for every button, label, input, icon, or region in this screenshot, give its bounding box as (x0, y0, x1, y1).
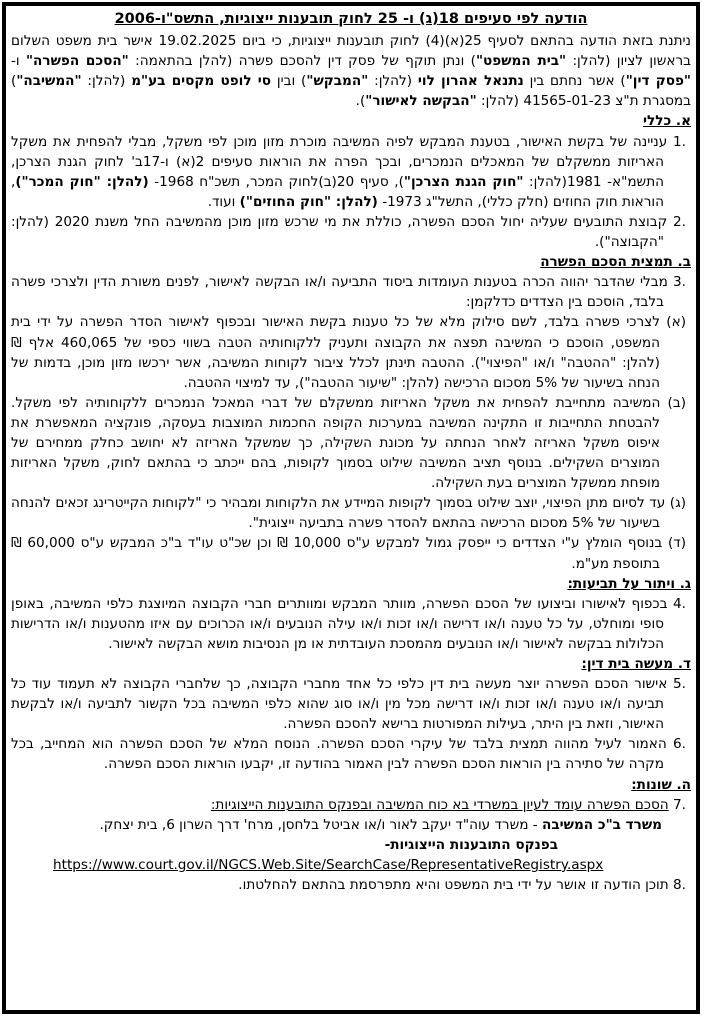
text-run: נתנאל אהרון לוי (417, 73, 524, 90)
text-run: תוכן הודעה זו אושר על ידי בית המשפט והיא מתפרסמת בהתאם להחלטתו. (238, 877, 669, 894)
item-1 (11, 132, 686, 212)
item-marker: (א) (666, 314, 686, 331)
text-run: ) אשר נחתם בין (523, 73, 626, 90)
item-marker: 4. (673, 595, 686, 612)
item-6 (11, 734, 686, 774)
text-run: ), סעיף 20(ב)לחוק המכר, תשכ"ח 1968- (148, 173, 404, 190)
subitem-c (11, 493, 686, 533)
text-run: ג. ויתור על תביעות: (567, 575, 691, 592)
registry-label-line (11, 835, 686, 855)
text-run: משרד ב"כ המשיבה (542, 816, 662, 833)
text-run: א. כללי (643, 113, 691, 130)
section-header-general (11, 111, 691, 131)
item-marker: 3. (673, 274, 687, 291)
text-run: סי לופט מקסים בע"מ (131, 73, 272, 90)
section-header-settlement-summary (11, 252, 691, 272)
item-8 (11, 875, 686, 895)
text-run: "המשיבה" (16, 73, 82, 90)
item-marker: (ד) (667, 535, 687, 552)
subitem-b (11, 393, 686, 493)
text-run: ) ונתן תוקף של פסק דין להסכם פשרה (להלן בהתאמה: (128, 53, 476, 70)
text-run: "הסכם הפשרה" (25, 53, 129, 70)
text-run: מבלי שהדבר יהווה הכרה בטענות העומדות ביסוד התביעה ו/או הבקשה לאישור, לפנים משורת הדין ולצרכי פשרה בלבד, הוסכם בין הצדדים כדלקמן: (11, 274, 668, 311)
text-run: "בית המשפט" (475, 53, 567, 70)
notice-title (11, 9, 691, 29)
text-run: "פסק דין" (625, 73, 691, 90)
text-run: עד לסיום מתן הפיצוי, יוצב שילוט בסמוך לקופות המיידע את הלקוחות ומבהיר כי "לקוחות הקייטרינג זכאים להנחה בשיעור של 5% מסכום הרכישה בהתאם להסדר פשרה בתביעה ייצוגית". (11, 495, 666, 532)
item-marker: 7. (673, 796, 686, 813)
text-run: ד. מעשה בית דין: (581, 656, 691, 672)
respondent-counsel-line (11, 815, 686, 835)
text-run: "המבקש" (306, 73, 369, 90)
text-run: המשיבה מתחייבת להפחית את משקל האריזות ממשקלם של דברי המאכל הנמכרים ללקוחותיה לפי משקל. להבטחת התחייבות זו התקינה המשיבה במערכות הקופה החכמות המוצבות בעסקה, פונקציה המאפשרת את איפוס משקל האריזה לאחר הנחתה על מכונת השקילה, כך שמשקל האריזה לא יחושב כחלק ממחירם של המוצרים השקילים. בנוסף תציב המשיבה שילוט בסמוך לקופות, בהם ייכתב כי בהתאם לחוק, משקל האריזות מופחת ממשקל המוצרים בעת השקילה. (11, 394, 661, 492)
text-run: בנוסף הומלץ ע"י הצדדים כי ייפסק גמול למבקש ע"ס 10,000 ₪ וכן שכ"ט עו"ד ב"כ המבקש ע"ס 60,000 ₪ בתוספת מע"מ. (11, 535, 663, 572)
text-run: אישור הסכם הפשרה יוצר מעשה בית דין כלפי כל אחד מחברי הקבוצה, כך שלחברי הקבוצה לא תעמוד עוד כל תביעה ו/או טענה ו/או זכות ו/או דרישה מכל מין ו/או סוג שהוא כלפי המשיבה בכל הקשור לתביעה ו/או לבקשת האישור, וזאת בין היתר, בעילות המפורטות ברישא להסכם הפשרה. (11, 676, 668, 733)
item-3 (11, 272, 686, 312)
text-run: (להלן: (368, 73, 418, 90)
item-4 (11, 594, 686, 654)
section-header-waiver (11, 574, 691, 594)
text-run: "חוק הגנת הצרכן" (403, 173, 524, 190)
text-run: הסכם הפשרה עומד לעיון במשרדי בא כוח המשיבה ובפנקס התובענות הייצוגיות: (210, 796, 669, 813)
text-run: ה. שונות: (631, 776, 691, 793)
text-run: לצרכי פשרה בלבד, לשם סילוק מלא של כל טענות בקשת האישור ובכפוף לאישור הסדר הפשרה על ידי בית המשפט, הוסכם כי המשיבה תפצה את הקבוצה ותעניק ללקוחותיה הטבה בשווי כספי של 460,065 אלף ₪ (להלן: "ההטבה" ו/או "הפיצוי"). ההטבה תינתן לכלל ציבור לקוחות המשיבה, אשר ירכשו מזון מוכן, בדמות של הנחה בשיעור של 5% מסכום הרכישה (להלן: "שיעור ההטבה"), עד למיצוי ההטבה. (11, 314, 661, 391)
item-marker: (ב) (667, 394, 686, 411)
text-run: "הבקשה לאישור" (365, 93, 477, 110)
text-run: ניתנת בזאת הודעה בהתאם לסעיף 25(א)(4) לחוק תובענות ייצוגיות, כי ביום 19.02.2025 אישר בית משפט השלום בראשון לציון (להלן: (11, 33, 691, 70)
text-run: ב. תמצית הסכם הפשרה (540, 254, 691, 271)
text-run: בכפוף לאישורו וביצועו של הסכם הפשרה, מוותר המבקש ומוותרים חברי הקבוצה המיוצגת כלפי המשיבה, באופן סופי ומוחלט, על כל טענה ו/או דרישה ו/או זכות ו/או עילה הנובעים ו/או הכרוכים עם איזו מהטענות ו/או הדרישות הכלולות בבקשה לאישור ו/או הנובעים מהמסכת העובדתית או מן הנסיבות מושא הבקשה לאישור. (11, 595, 668, 652)
text-run: (להלן: "חוק המכר") (15, 173, 149, 190)
text-run: ו- (11, 53, 26, 70)
text-run: ). (355, 93, 366, 110)
text-run: ) במסגרת ת"צ 41565-01-23 (להלן: (11, 73, 691, 110)
registry-url-link[interactable]: https://www.court.gov.il/NGCS.Web.Site/SearchCase/RepresentativeRegistry.aspx (53, 856, 604, 873)
text-run: , הוראות חוק החוזים (חלק כללי), התשל"ג 1973- (11, 173, 664, 210)
item-marker: (ג) (669, 495, 686, 512)
item-marker: 6. (673, 736, 686, 753)
intro-paragraph (11, 31, 691, 111)
section-header-misc (11, 775, 691, 795)
text-run: (להלן: "חוק החוזים") (239, 193, 378, 210)
item-marker: 2. (673, 213, 686, 230)
subitem-d (11, 533, 686, 573)
registry-url-link (11, 855, 691, 875)
item-5 (11, 674, 686, 734)
item-marker: 8. (673, 877, 686, 894)
text-run: קבוצת התובעים שעליה יחול הסכם הפשרה, כוללת את מי שרכש מזון מוכן מהמשיבה החל משנת 2020 (להלן: "הקבוצה"). (11, 213, 668, 251)
item-7 (11, 795, 686, 815)
text-run: האמור לעיל מהווה תמצית בלבד של עיקרי הסכם הפשרה. הנוסח המלא של הסכם הפשרה הוא המחייב, בכל מקרה של סתירה בין הוראות הסכם הפשרה לבין האמור בהודעה זו, יקבעו הוראות הסכם הפשרה. (11, 736, 667, 773)
legal-notice-page (2, 2, 700, 1014)
subitem-a (11, 312, 686, 392)
text-run: עניינה של בקשת האישור, בטענת המבקש לפיה המשיבה מוכרת מזון מוכן לפי משקל, מבלי להפחית את משקל האריזות ממשקלם של המאכלים הנמכרים, ובכך הפרה את הוראות סעיפים 2(א) ו-17ב' לחוק הגנת הצרכן, התשמ"א- 1981(להלן: (11, 133, 668, 190)
section-header-res-judicata (11, 654, 691, 674)
item-marker: 5. (673, 676, 687, 693)
item-marker: 1. (673, 133, 686, 150)
text-run: בפנקס התובענות הייצוגיות- (384, 836, 558, 853)
text-run: - משרד עוה"ד יעקב לאור ו/או אביטל בלחסן, מרח' דרך השרון 6, בית יצחק. (99, 816, 543, 833)
text-run: ועוד. (207, 193, 240, 210)
item-2 (11, 212, 686, 252)
text-run: הודעה לפי סעיפים 18(ג) ו- 25 לחוק תובענות ייצוגיות, התשס"ו-2006 (114, 11, 588, 27)
text-run: (להלן: (81, 73, 132, 90)
text-run: ) ובין (271, 73, 307, 90)
